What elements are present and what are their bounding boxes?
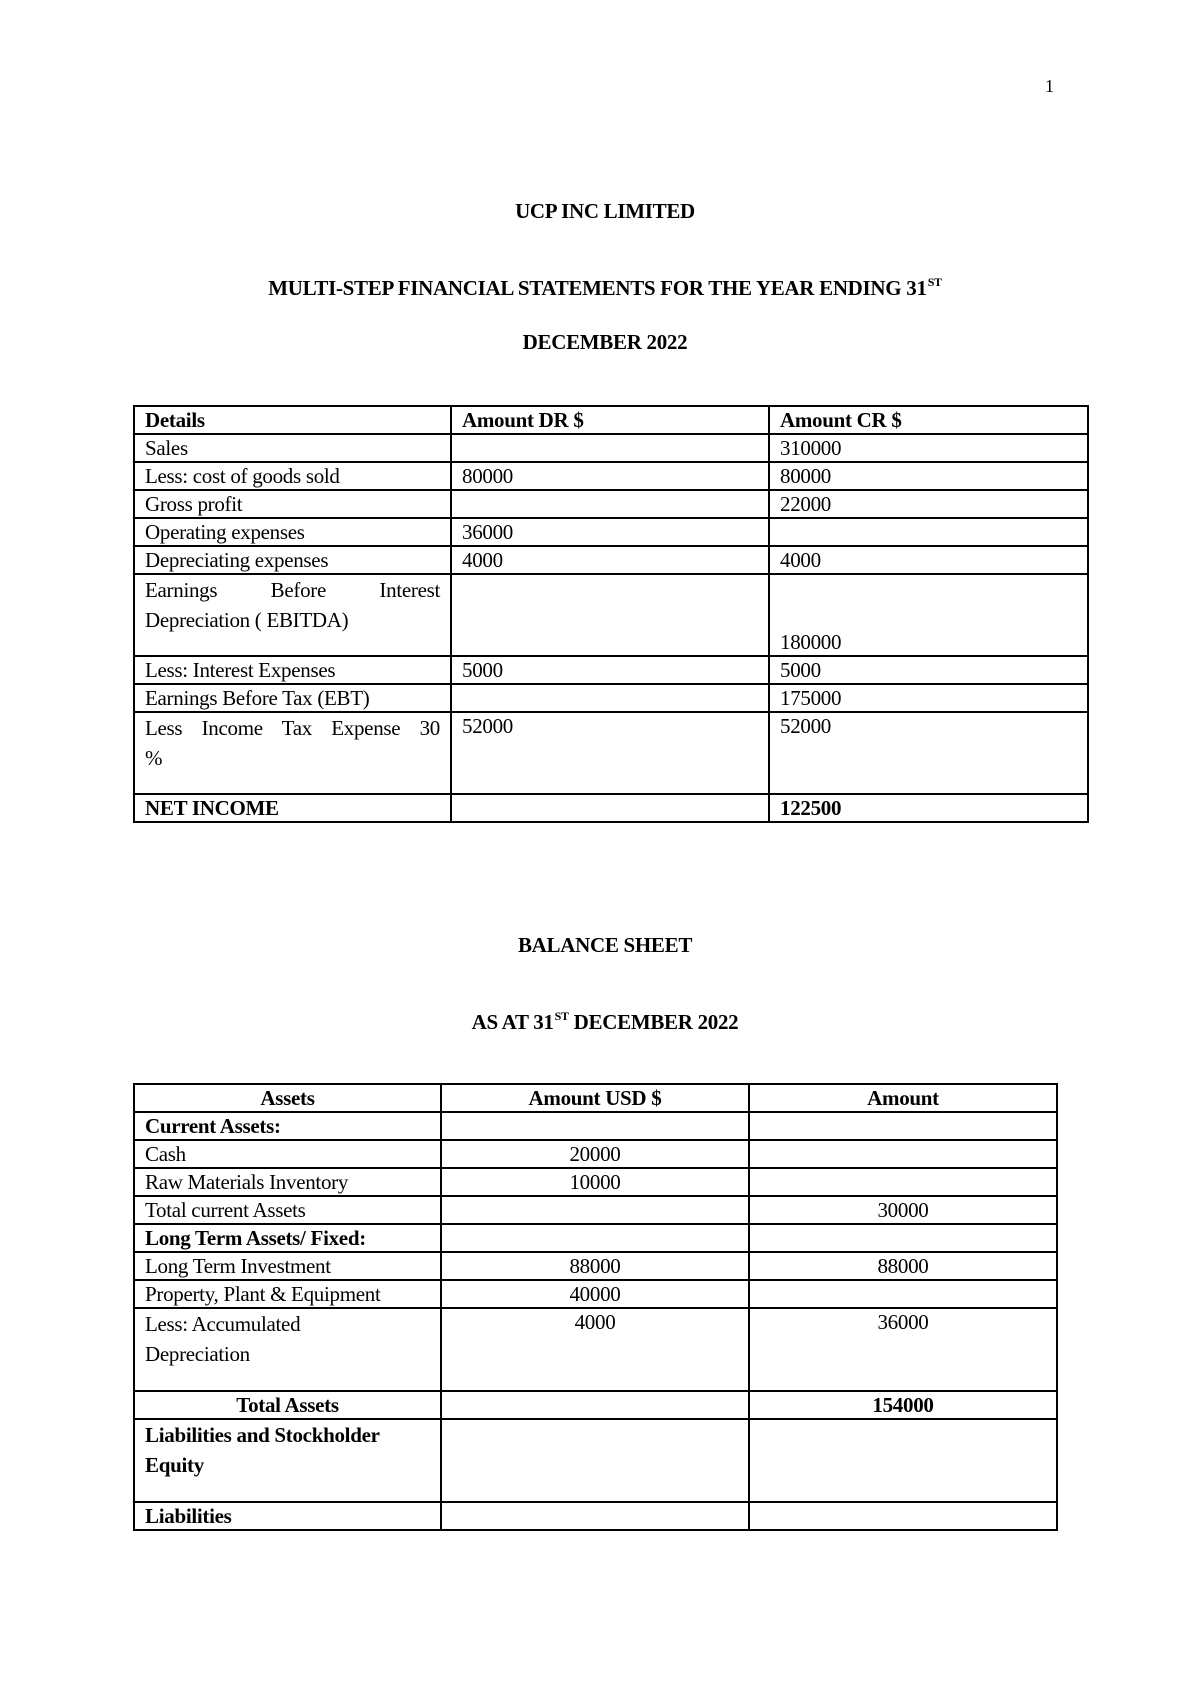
row-cr: 52000 [769, 712, 1088, 794]
row-cr: 180000 [769, 574, 1088, 656]
row-usd: 20000 [441, 1140, 749, 1168]
row-cr [769, 518, 1088, 546]
balance-sheet-subtitle-pre: AS AT 31 [471, 1010, 554, 1034]
table-row [134, 1252, 1057, 1280]
row-dr [451, 434, 769, 462]
row-details-line2: % [145, 746, 163, 770]
row-label-line2: Equity [145, 1453, 204, 1477]
header-amount-dr: Amount DR $ [451, 406, 769, 434]
row-label: Cash [134, 1140, 441, 1168]
row-details-line2: Depreciation ( EBITDA) [145, 608, 349, 632]
section-row [134, 1112, 1057, 1140]
row-label: Total Assets [134, 1391, 441, 1419]
table-row [134, 656, 1088, 684]
balance-sheet-subtitle-sup: ST [554, 1009, 569, 1023]
row-amount [749, 1112, 1057, 1140]
table-row [134, 1196, 1057, 1224]
header-details: Details [134, 406, 451, 434]
statement-title-line2: DECEMBER 2022 [522, 330, 688, 354]
table-row [134, 490, 1088, 518]
row-label [134, 1419, 441, 1502]
row-cr: 5000 [769, 656, 1088, 684]
row-amount: 30000 [749, 1196, 1057, 1224]
table-row [134, 518, 1088, 546]
statement-title-sup: ST [927, 275, 942, 289]
row-label: Liabilities [134, 1502, 441, 1530]
row-cr: 80000 [769, 462, 1088, 490]
row-label-line1: Less: Accumulated [145, 1312, 301, 1336]
balance-sheet-table [133, 1083, 1058, 1531]
balance-sheet-title: BALANCE SHEET [517, 933, 693, 957]
table-header-row [134, 406, 1088, 434]
row-label: Raw Materials Inventory [134, 1168, 441, 1196]
row-dr: 5000 [451, 656, 769, 684]
row-details [134, 574, 451, 656]
section-row [134, 1419, 1057, 1502]
section-row [134, 1502, 1057, 1530]
balance-sheet-subtitle [0, 1009, 1200, 1035]
row-amount [749, 1140, 1057, 1168]
row-cr: 122500 [769, 794, 1088, 822]
balance-sheet-subtitle-post: DECEMBER 2022 [568, 1010, 739, 1034]
row-amount: 154000 [749, 1391, 1057, 1419]
row-details: Gross profit [134, 490, 451, 518]
row-label [134, 1308, 441, 1391]
row-label: Long Term Investment [134, 1252, 441, 1280]
header-assets: Assets [134, 1084, 441, 1112]
row-label-line1: Liabilities and Stockholder [145, 1423, 380, 1447]
row-amount [749, 1280, 1057, 1308]
total-assets-row [134, 1391, 1057, 1419]
row-dr: 36000 [451, 518, 769, 546]
row-dr [451, 574, 769, 656]
row-usd: 10000 [441, 1168, 749, 1196]
row-usd [441, 1502, 749, 1530]
row-dr: 4000 [451, 546, 769, 574]
table-row [134, 712, 1088, 794]
table-row [134, 684, 1088, 712]
row-label: Long Term Assets/ Fixed: [134, 1224, 441, 1252]
header-amount-cr: Amount CR $ [769, 406, 1088, 434]
row-usd: 40000 [441, 1280, 749, 1308]
row-usd [441, 1419, 749, 1502]
row-cr: 4000 [769, 546, 1088, 574]
income-statement-table [133, 405, 1089, 823]
row-cr: 22000 [769, 490, 1088, 518]
row-usd [441, 1224, 749, 1252]
row-details-line1: Earnings Before Interest [145, 578, 440, 602]
statement-title-main: MULTI-STEP FINANCIAL STATEMENTS FOR THE YEAR ENDING 31 [268, 276, 927, 300]
row-dr [451, 490, 769, 518]
row-amount [749, 1502, 1057, 1530]
row-amount [749, 1168, 1057, 1196]
row-label: Property, Plant & Equipment [134, 1280, 441, 1308]
row-details: Sales [134, 434, 451, 462]
table-row [134, 1140, 1057, 1168]
row-usd [441, 1391, 749, 1419]
row-amount: 88000 [749, 1252, 1057, 1280]
row-amount: 36000 [749, 1308, 1057, 1391]
table-row [134, 462, 1088, 490]
row-label: Current Assets: [134, 1112, 441, 1140]
page-number: 1 [1045, 76, 1054, 96]
row-details: Earnings Before Tax (EBT) [134, 684, 451, 712]
table-header-row [134, 1084, 1057, 1112]
row-dr: 52000 [451, 712, 769, 794]
row-amount [749, 1419, 1057, 1502]
table-row [134, 574, 1088, 656]
row-usd [441, 1112, 749, 1140]
row-details: Operating expenses [134, 518, 451, 546]
row-label: Total current Assets [134, 1196, 441, 1224]
row-cr: 310000 [769, 434, 1088, 462]
statement-title [0, 275, 1200, 301]
row-details: Depreciating expenses [134, 546, 451, 574]
row-dr: 80000 [451, 462, 769, 490]
table-row [134, 1308, 1057, 1391]
row-usd: 4000 [441, 1308, 749, 1391]
row-usd: 88000 [441, 1252, 749, 1280]
header-amount-usd: Amount USD $ [441, 1084, 749, 1112]
row-details: NET INCOME [134, 794, 451, 822]
company-name: UCP INC LIMITED [515, 199, 695, 223]
row-details [134, 712, 451, 794]
row-dr [451, 794, 769, 822]
row-details: Less: Interest Expenses [134, 656, 451, 684]
row-usd [441, 1196, 749, 1224]
row-dr [451, 684, 769, 712]
section-row [134, 1224, 1057, 1252]
header-amount: Amount [749, 1084, 1057, 1112]
row-cr: 175000 [769, 684, 1088, 712]
table-row [134, 546, 1088, 574]
row-amount [749, 1224, 1057, 1252]
table-row [134, 434, 1088, 462]
row-details: Less: cost of goods sold [134, 462, 451, 490]
net-income-row [134, 794, 1088, 822]
table-row [134, 1168, 1057, 1196]
row-label-line2: Depreciation [145, 1342, 250, 1366]
table-row [134, 1280, 1057, 1308]
row-details-line1: Less Income Tax Expense 30 [145, 716, 440, 740]
